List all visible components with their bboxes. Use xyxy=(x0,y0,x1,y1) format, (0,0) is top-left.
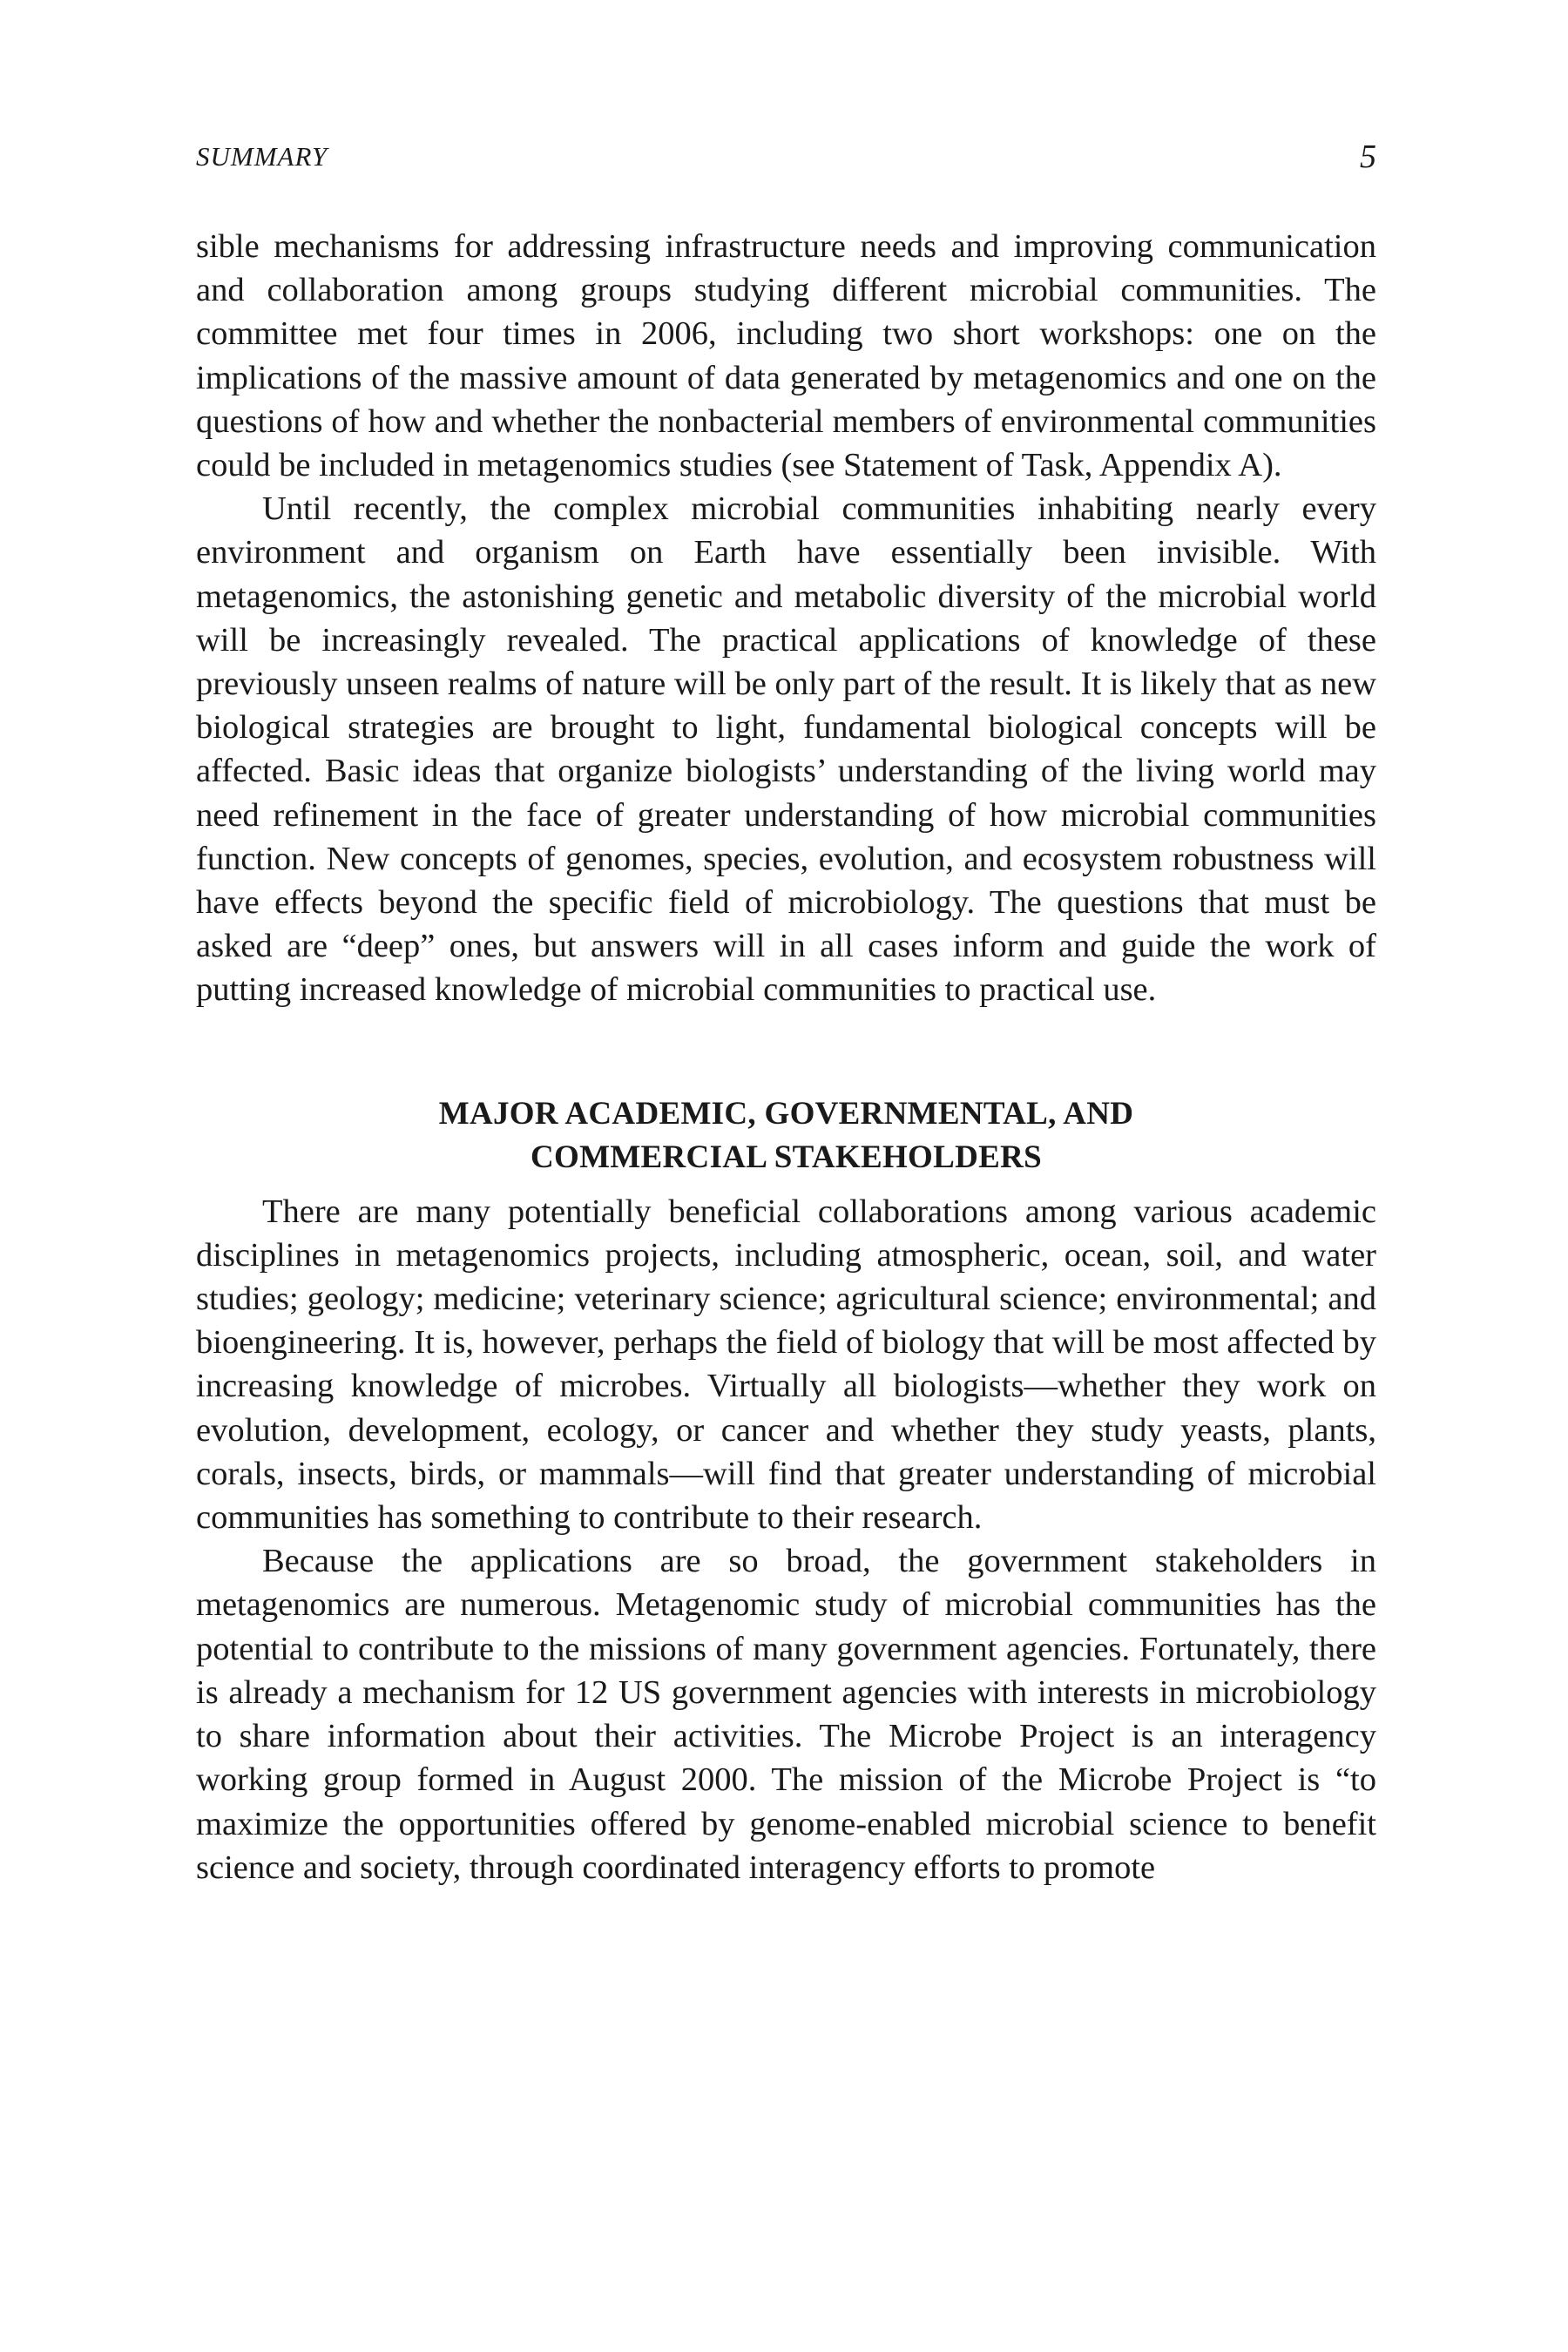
book-page xyxy=(196,131,1376,1889)
paragraph-invisible-communities: Until recently, the complex microbial communities inhabiting nearly every environment and organism on Earth have essentially been invisible. With metagenomics, the astonishing genetic and metabolic diversity of the microbial world will be increasingly revealed. The practical applications of knowledge of these previously unseen realms of nature will be only part of the result. It is likely that as new biological strategies are brought to light, fundamental biological concepts will be affected. Basic ideas that organize biologists’ understanding of the living world may need refinement in the face of greater understanding of how microbial communities function. New concepts of genomes, species, evolution, and ecosystem robustness will have effects beyond the specific field of microbiology. The questions that must be asked are “deep” ones, but answers will in all cases inform and guide the work of putting increased knowledge of microbial communities to practical use. xyxy=(196,490,1376,1009)
section-heading-line-1: MAJOR ACADEMIC, GOVERNMENTAL, AND xyxy=(438,1095,1134,1132)
paragraph-committee-mechanisms: sible mechanisms for addressing infrastructure needs and improving communication and collaboration among groups studying different microbial communities. The committee met four times in 2006, including two short workshops: one on the implications of the massive amount of data generated by metagenomics and one on the questions of how and whether the nonbacterial members of environmental communities could be included in metagenomics studies (see Statement of Task, Appendix A). xyxy=(196,228,1376,484)
section-summary-body xyxy=(196,225,1376,1889)
section-heading-stakeholders xyxy=(196,1092,1376,1179)
running-head xyxy=(196,131,1376,183)
paragraph-government-stakeholders: Because the applications are so broad, the government stakeholders in metagenomics are numerous. Metagenomic study of microbial communities has the potential to contribute to the missions of many government agencies. Fortunately, there is already a mechanism for 12 US government agencies with interests in microbiology to share information about their activities. The Microbe Project is an interagency working group formed in August 2000. The mission of the Microbe Project is “to maximize the opportunities offered by genome-enabled microbial science to benefit science and society, through coordinated interagency efforts to promote xyxy=(196,1543,1376,1886)
page-number: 5 xyxy=(1360,139,1376,175)
paragraph-academic-collaborations: There are many potentially beneficial collaborations among various academic disciplines in metagenomics projects, including atmospheric, ocean, soil, and water studies; geology; medicine; veterinary science; agricultural science; environmental; and bioengineering. It is, however, perhaps the field of biology that will be most affected by increasing knowledge of microbes. Virtually all biologists—whether they work on evolution, development, ecology, or cancer and whether they study yeasts, plants, corals, insects, birds, or mammals—will find that greater understanding of microbial communities has something to contribute to their research. xyxy=(196,1193,1376,1537)
running-head-section-title: SUMMARY xyxy=(196,141,328,172)
section-heading-line-2: COMMERCIAL STAKEHOLDERS xyxy=(531,1139,1042,1175)
